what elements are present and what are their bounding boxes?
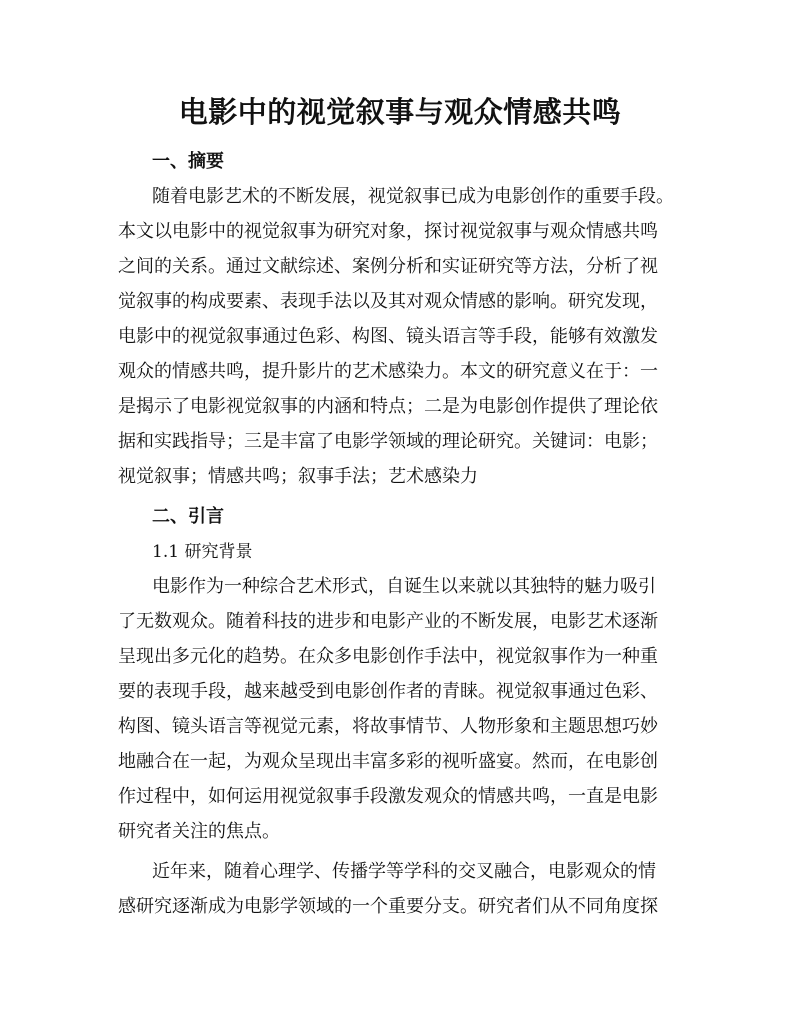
document-title: 电影中的视觉叙事与观众情感共鸣	[178, 95, 622, 129]
background-line: 要的表现手段，越来越受到电影创作者的青睐。视觉叙事通过色彩、	[118, 681, 658, 702]
abstract-line: 电影中的视觉叙事通过色彩、构图、镜头语言等手段，能够有效激发	[118, 326, 658, 347]
subsection-heading-background: 1.1 研究背景	[152, 542, 253, 562]
background-line: 研究者关注的焦点。	[118, 821, 280, 842]
abstract-line: 随着电影艺术的不断发展，视觉叙事已成为电影创作的重要手段。	[152, 186, 674, 207]
section-heading-abstract: 一、摘要	[152, 151, 224, 172]
abstract-line: 观众的情感共鸣，提升影片的艺术感染力。本文的研究意义在于：一	[118, 361, 658, 382]
background-line: 电影作为一种综合艺术形式，自诞生以来就以其独特的魅力吸引	[152, 576, 656, 597]
abstract-line: 本文以电影中的视觉叙事为研究对象，探讨视觉叙事与观众情感共鸣	[118, 221, 658, 242]
background-line: 感研究逐渐成为电影学领域的一个重要分支。研究者们从不同角度探	[118, 896, 658, 917]
abstract-line: 据和实践指导；三是丰富了电影学领域的理论研究。关键词：电影；	[118, 431, 658, 452]
background-line: 构图、镜头语言等视觉元素，将故事情节、人物形象和主题思想巧妙	[118, 716, 658, 737]
background-line: 地融合在一起，为观众呈现出丰富多彩的视听盛宴。然而，在电影创	[118, 751, 658, 772]
abstract-line: 视觉叙事；情感共鸣；叙事手法；艺术感染力	[118, 466, 478, 487]
background-line: 近年来，随着心理学、传播学等学科的交叉融合，电影观众的情	[152, 861, 656, 882]
background-line: 作过程中，如何运用视觉叙事手段激发观众的情感共鸣，一直是电影	[118, 786, 658, 807]
abstract-line: 是揭示了电影视觉叙事的内涵和特点；二是为电影创作提供了理论依	[118, 396, 658, 417]
background-line: 呈现出多元化的趋势。在众多电影创作手法中，视觉叙事作为一种重	[118, 646, 658, 667]
background-line: 了无数观众。随着科技的进步和电影产业的不断发展，电影艺术逐渐	[118, 611, 658, 632]
abstract-line: 觉叙事的构成要素、表现手法以及其对观众情感的影响。研究发现，	[118, 291, 658, 312]
section-heading-introduction: 二、引言	[152, 506, 224, 527]
abstract-line: 之间的关系。通过文献综述、案例分析和实证研究等方法，分析了视	[118, 256, 658, 277]
